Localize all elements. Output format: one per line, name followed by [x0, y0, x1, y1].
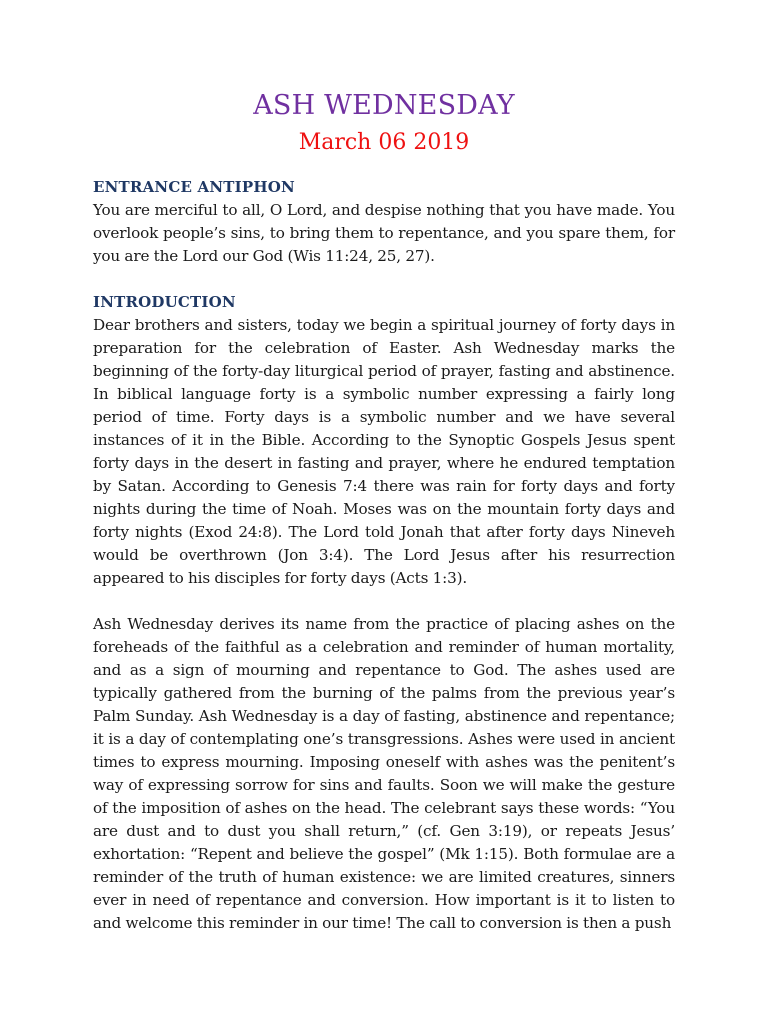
- paragraph: Dear brothers and sisters, today we begin a spiritual journey of forty days in preparation for the celebration of Easter. Ash Wednesday marks the beginning of the forty-day liturgical period of prayer, fasting and abstinence. In biblical language forty is a symbolic number expressing a fairly long period of time. Forty days is a symbolic number and we have several instances of it in the Bible. According to the Synoptic Gospels Jesus spent forty days in the desert in fasting and prayer, where he endured temptation by Satan. According to Genesis 7:4 there was rain for forty days and forty nights during the time of Noah. Moses was on the mountain forty days and forty nights (Exod 24:8). The Lord told Jonah that after forty days Nineveh would be overthrown (Jon 3:4). The Lord Jesus after his resurrection appeared to his disciples for forty days (Acts 1:3).: [93, 316, 675, 587]
- document-content: [93, 86, 675, 935]
- section-entrance-antiphon: [93, 176, 675, 268]
- section-heading: ENTRANCE ANTIPHON: [93, 178, 295, 196]
- section-introduction: [93, 291, 675, 935]
- section-heading: INTRODUCTION: [93, 293, 236, 311]
- paragraph-spacer: [93, 590, 675, 613]
- paragraph: Ash Wednesday derives its name from the practice of placing ashes on the foreheads of the faithful as a celebration and reminder of human mortality, and as a sign of mourning and repentance to God. The ashes used are typically gathered from the burning of the palms from the previous year’s Palm Sunday. Ash Wednesday is a day of fasting, abstinence and repentance; it is a day of contemplating one’s transgressions. Ashes were used in ancient times to express mourning. Imposing oneself with ashes was the penitent’s way of expressing sorrow for sins and faults. Soon we will make the gesture of the imposition of ashes on the head. The celebrant says these words: “You are dust and to dust you shall return,” (cf. Gen 3:19), or repeats Jesus’ exhortation: “Repent and believe the gospel” (Mk 1:15). Both formulae are a reminder of the truth of human existence: we are limited creatures, sinners ever in need of repentance and conversion. How important is it to listen to and welcome this reminder in our time! The call to conversion is then a push: [93, 615, 675, 932]
- section-spacer: [93, 268, 675, 291]
- paragraph: You are merciful to all, O Lord, and despise nothing that you have made. You overlook people’s sins, to bring them to repentance, and you spare them, for you are the Lord our God (Wis 11:24, 25, 27).: [93, 201, 675, 265]
- page-title: ASH WEDNESDAY: [253, 90, 515, 121]
- page-date: March 06 2019: [298, 130, 470, 155]
